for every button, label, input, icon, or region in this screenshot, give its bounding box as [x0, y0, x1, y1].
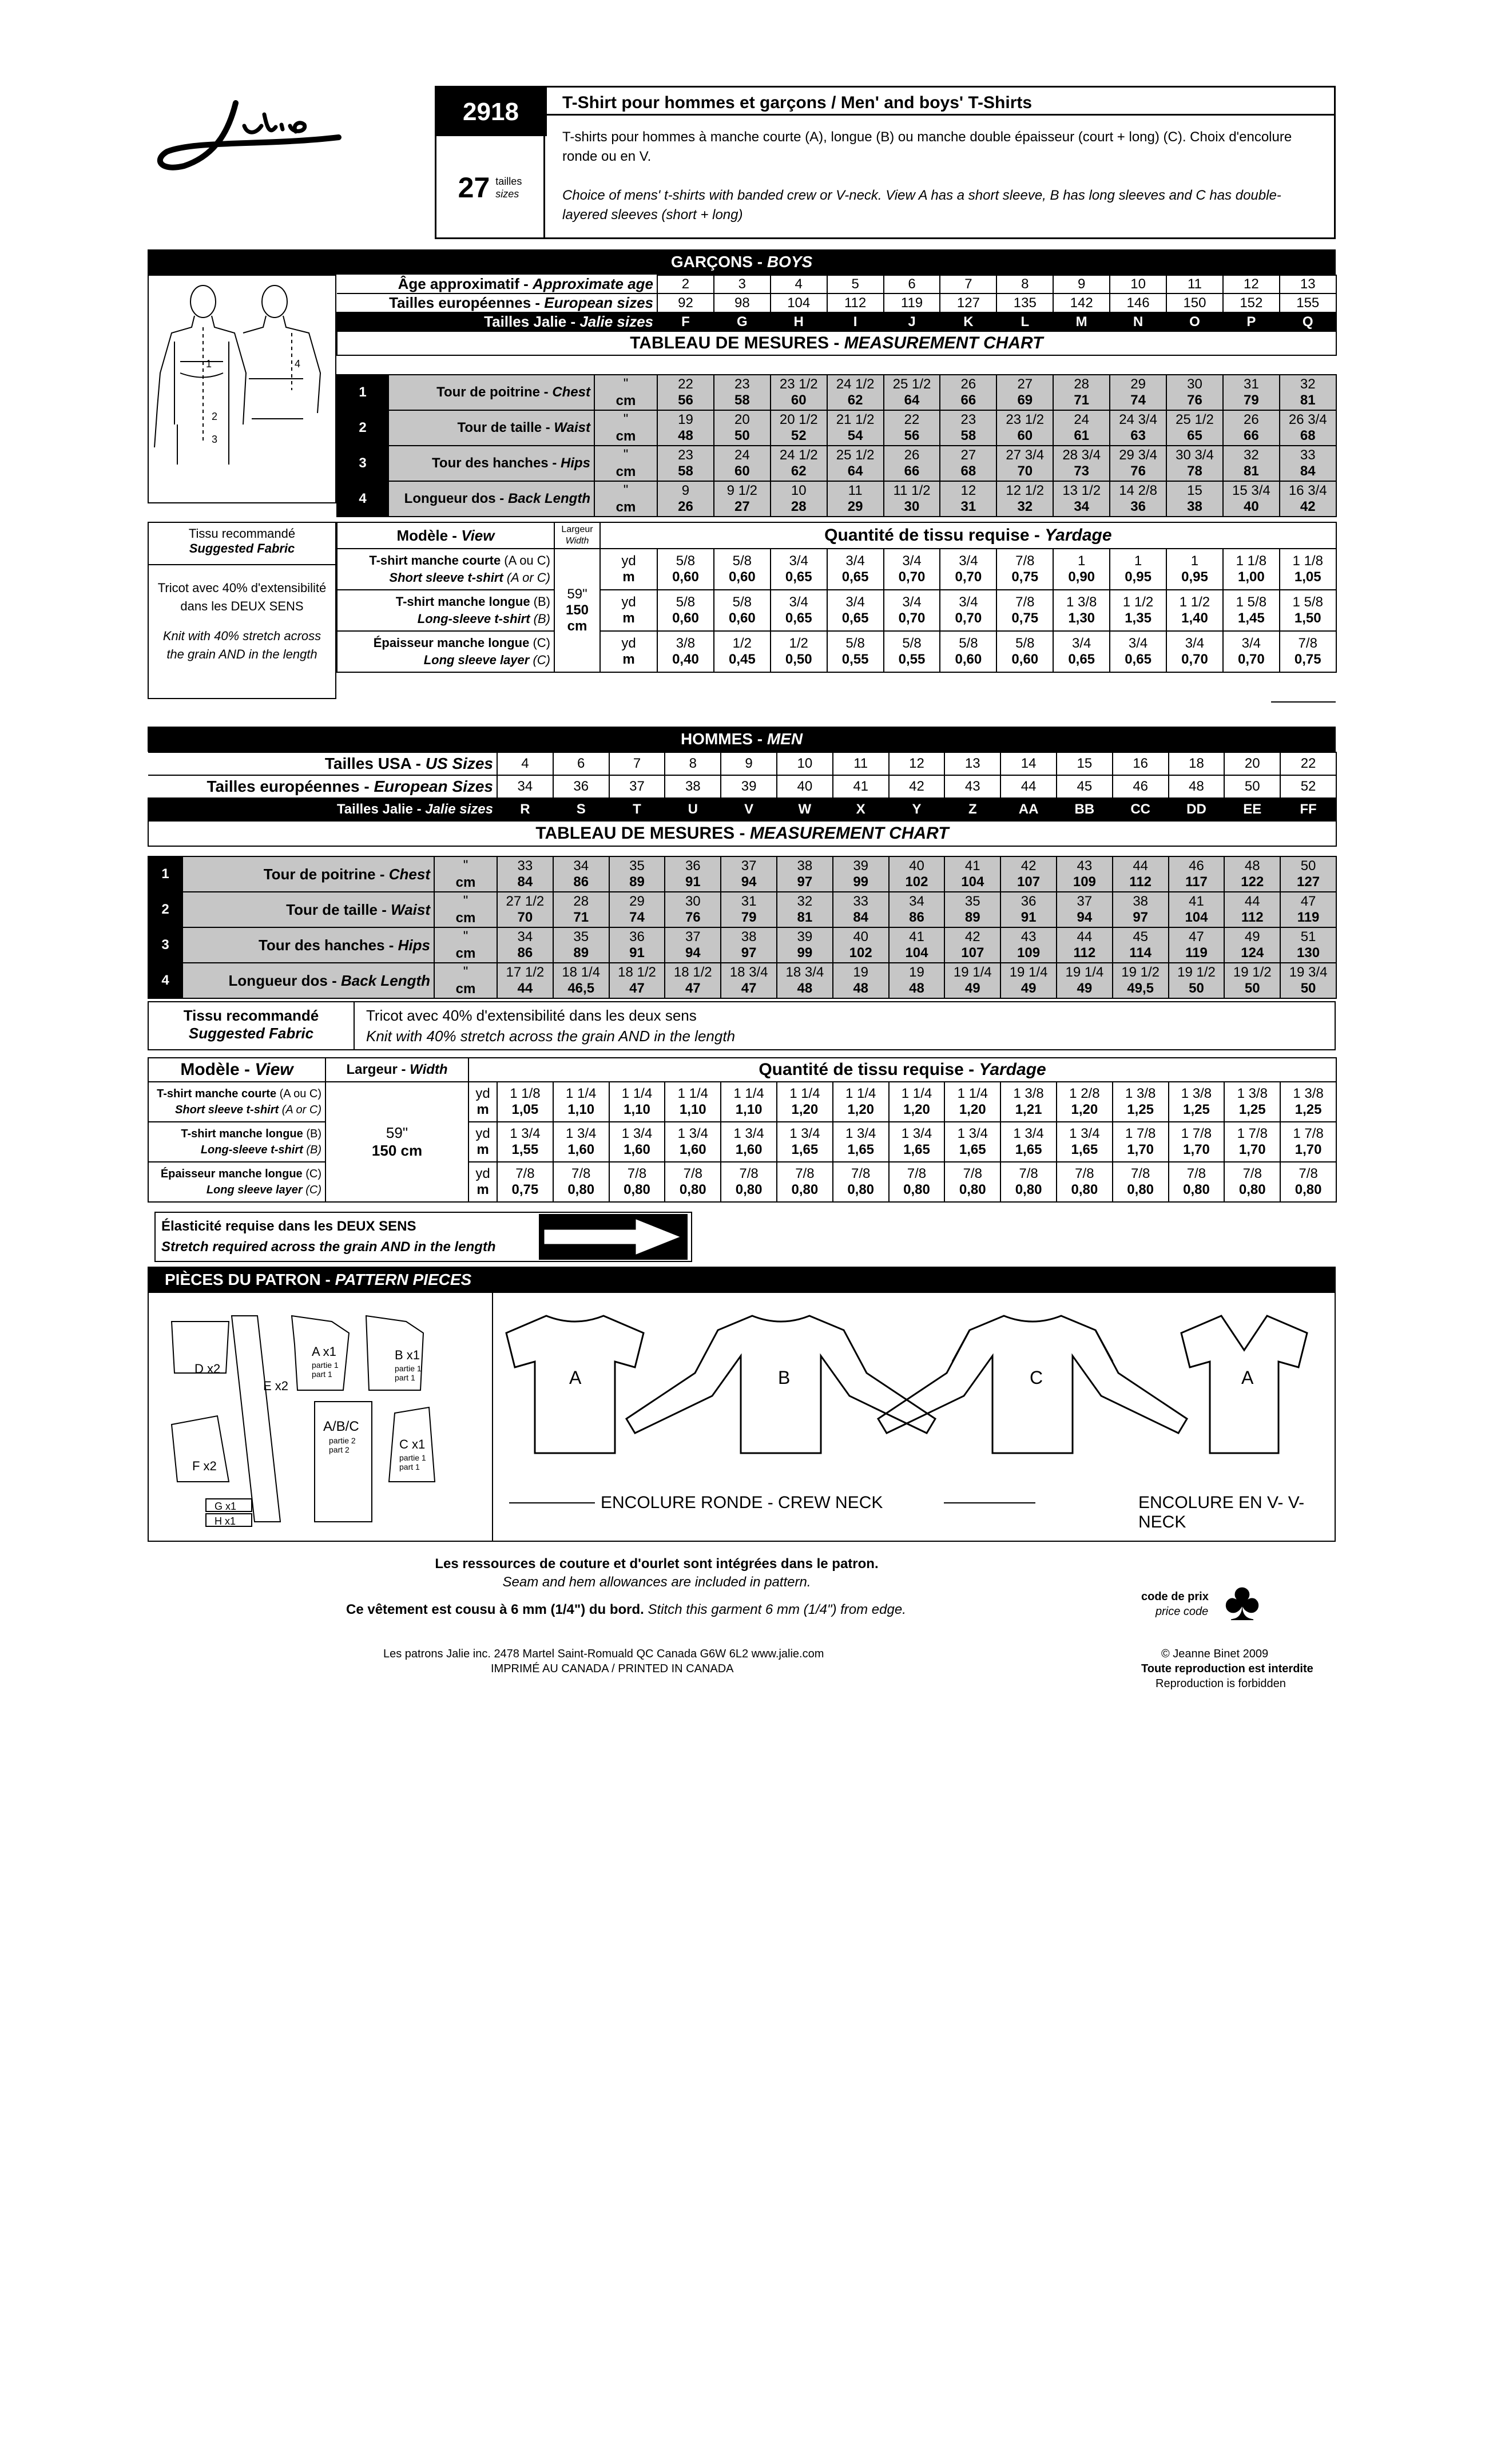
unit-label: " cm [434, 963, 497, 998]
piece-c-part: partie 1 part 1 [399, 1453, 426, 1471]
men-eu-size: 52 [1280, 775, 1336, 798]
stretch-fr: Élasticité requise dans les DEUX SENS [161, 1219, 416, 1234]
width-header: Largeur - Width [325, 1058, 468, 1082]
fabric-title-en: Suggested Fabric [189, 541, 295, 556]
yardage-row: T-shirt manche longue (B) Long-sleeve t-shirt (B) yd m 1 3/4 1,55 1 3/4 1,60 1 3/4 1,60 1 3/4 1,60 1 3/4 1,60 1 3/4 1,65 1 3/4 1,65 1 3/4 1,65 1 3/4 1,65 1 3/4 1,65 1 3/4 1,65 1 7/8 1,70 1 7/8 1,70 1 7/8 1,70 1 7/8 1,70 [148, 1122, 1336, 1162]
fabric-width: 59" 150 cm [554, 549, 600, 672]
measure-label: Longueur dos - Back Length [388, 481, 594, 517]
measure-label: Tour des hanches - Hips [388, 446, 594, 481]
reproduction-fr: Toute reproduction est interdite [1141, 1662, 1313, 1675]
men-eu-label: Tailles européennes - European Sizes [148, 775, 497, 798]
men-us-size: 10 [777, 752, 833, 775]
men-jalie-size: DD [1169, 798, 1225, 821]
men-jalie-size: FF [1280, 798, 1336, 821]
sizes-count [436, 136, 545, 239]
boys-eu-label: Tailles européennes - European sizes [337, 293, 657, 312]
boys-eu-row [337, 293, 1336, 312]
men-measure-table [148, 856, 1337, 999]
men-us-size: 9 [721, 752, 777, 775]
pieces-bar-fr: PIÈCES DU PATRON - [165, 1271, 335, 1288]
men-fabric-box [148, 1001, 1336, 1050]
boys-age: 8 [996, 275, 1053, 293]
men-measure-row: 3 Tour des hanches - Hips " cm 34 86 35 89 36 91 37 94 38 97 39 99 40 102 41 104 42 107 43 109 44 112 45 114 47 119 49 124 51 130 [148, 927, 1336, 963]
svg-text:4: 4 [295, 358, 301, 370]
publisher-address: Les patrons Jalie inc. 2478 Martel Saint-Romuald QC Canada G6W 6L2 www.jalie.com [383, 1648, 824, 1660]
men-bar-en: MEN [767, 730, 803, 748]
view-label: T-shirt manche longue (B) Long-sleeve t-shirt (B) [337, 590, 554, 631]
header-desc-fr: T-shirts pour hommes à manche courte (A), longue (B) ou manche double épaisseur (court + long) (C). Choix d'encolure ronde ou en V. [562, 129, 1292, 164]
men-eu-size: 42 [889, 775, 945, 798]
men-jalie-size: CC [1113, 798, 1169, 821]
boys-chart-title: TABLEAU DE MESURES - MEASUREMENT CHART [337, 331, 1336, 355]
men-fabric-fr: Tricot avec 40% d'extensibilité dans les deux sens [366, 1007, 697, 1024]
men-us-size: 14 [1000, 752, 1057, 775]
view-header: Modèle - View [148, 1058, 325, 1082]
header-title: T-Shirt pour hommes et garçons / Men' and boys' T-Shirts [562, 93, 1033, 112]
view-label: Épaisseur manche longue (C) Long sleeve layer (C) [148, 1162, 325, 1202]
men-eu-row [148, 775, 1336, 798]
boys-bar-fr: GARÇONS - [670, 253, 767, 271]
boys-measure-row: 2 Tour de taille - Waist " cm 19 48 20 50 20 1/2 52 21 1/2 54 22 56 23 58 23 1/2 60 24 61 24 3/4 63 25 1/2 65 26 66 26 3/4 68 [337, 410, 1336, 446]
men-bar [148, 727, 1336, 752]
boys-age: 6 [884, 275, 940, 293]
stitch-note [346, 1602, 906, 1618]
view-a-label: A [569, 1367, 582, 1388]
yardage-row: Épaisseur manche longue (C) Long sleeve layer (C) yd m 7/8 0,75 7/8 0,80 7/8 0,80 7/8 0,80 7/8 0,80 7/8 0,80 7/8 0,80 7/8 0,80 7/8 0,80 7/8 0,80 7/8 0,80 7/8 0,80 7/8 0,80 7/8 0,80 7/8 0,80 [148, 1162, 1336, 1202]
men-jalie-size: Z [944, 798, 1000, 821]
row-number: 4 [148, 963, 182, 998]
club-price-icon: ♣ [1224, 1571, 1260, 1632]
men-fabric-en: Knit with 40% stretch across the grain AND in the length [366, 1027, 736, 1045]
fabric-title-fr: Tissu recommandé [183, 1007, 319, 1024]
fabric-title-en: Suggested Fabric [188, 1025, 314, 1042]
unit-label: " cm [434, 892, 497, 927]
men-us-size: 18 [1169, 752, 1225, 775]
boys-age: 9 [1053, 275, 1110, 293]
header-desc-en: Choice of mens' t-shirts with banded crew or V-neck. View A has a short sleeve, B has long sleeves and C has double-layered sleeves (short + long) [562, 188, 1281, 223]
piece-h: H x1 [215, 1515, 236, 1527]
men-us-size: 7 [609, 752, 665, 775]
pieces-box [148, 1293, 1336, 1542]
sizes-label [495, 175, 522, 200]
boys-eu-size: 127 [940, 293, 996, 312]
boys-eu-size: 142 [1053, 293, 1110, 312]
price-code-fr: code de prix [1141, 1590, 1209, 1603]
boys-fabric-fr: Tricot avec 40% d'extensibilité dans les DEUX SENS [157, 581, 327, 613]
view-label: T-shirt manche courte (A ou C) Short sleeve t-shirt (A or C) [148, 1082, 325, 1122]
boys-jalie-size: L [996, 312, 1053, 331]
boys-age-label: Âge approximatif - Approximate age [337, 275, 657, 293]
unit-label: " cm [594, 481, 657, 517]
men-jalie-size: Y [889, 798, 945, 821]
piece-f: F x2 [192, 1459, 217, 1473]
boys-measure-table [336, 374, 1337, 517]
men-eu-size: 37 [609, 775, 665, 798]
men-jalie-size: X [833, 798, 889, 821]
men-eu-size: 41 [833, 775, 889, 798]
boys-jalie-size: F [657, 312, 714, 331]
men-chart-title-row [148, 821, 1336, 846]
view-header: Modèle - View [337, 522, 554, 549]
men-us-size: 6 [553, 752, 609, 775]
boys-yardage-header [337, 522, 1336, 549]
sizes-fr: tailles [495, 176, 522, 187]
measure-label: Tour de taille - Waist [388, 410, 594, 446]
view-label: Épaisseur manche longue (C) Long sleeve layer (C) [337, 631, 554, 672]
boys-jalie-size: Q [1280, 312, 1336, 331]
boys-jalie-size: P [1223, 312, 1280, 331]
row-number: 1 [337, 375, 388, 410]
svg-text:3: 3 [212, 434, 218, 445]
men-chart-title: TABLEAU DE MESURES - MEASUREMENT CHART [148, 821, 1336, 846]
men-us-size: 15 [1057, 752, 1113, 775]
boys-eu-size: 92 [657, 293, 714, 312]
view-label: T-shirt manche courte (A ou C) Short sleeve t-shirt (A or C) [337, 549, 554, 590]
men-measure-row: 1 Tour de poitrine - Chest " cm 33 84 34 86 35 89 36 91 37 94 38 97 39 99 40 102 41 104 42 107 43 109 44 112 46 117 48 122 50 127 [148, 856, 1336, 892]
svg-text:1: 1 [206, 358, 212, 370]
boys-size-table [336, 275, 1337, 356]
men-us-size: 22 [1280, 752, 1336, 775]
men-eu-size: 43 [944, 775, 1000, 798]
boys-age: 7 [940, 275, 996, 293]
men-us-size: 16 [1113, 752, 1169, 775]
boys-age: 12 [1223, 275, 1280, 293]
fabric-title-fr: Tissu recommandé [188, 526, 296, 541]
unit: yd m [600, 549, 657, 590]
men-jalie-label: Tailles Jalie - Jalie sizes [148, 798, 497, 821]
men-eu-size: 48 [1169, 775, 1225, 798]
boys-age: 13 [1280, 275, 1336, 293]
men-us-size: 13 [944, 752, 1000, 775]
unit-label: " cm [434, 856, 497, 892]
row-number: 2 [337, 410, 388, 446]
crew-neck-label: ENCOLURE RONDE - CREW NECK [601, 1493, 883, 1512]
row-number: 3 [148, 927, 182, 963]
copyright: © Jeanne Binet 2009 [1161, 1648, 1269, 1660]
men-bar-fr: HOMMES - [680, 730, 767, 748]
piece-g: G x1 [215, 1501, 237, 1512]
boys-chart-title-row [337, 331, 1336, 355]
measure-label: Tour des hanches - Hips [182, 927, 434, 963]
men-eu-size: 38 [665, 775, 721, 798]
stretch-required [154, 1212, 692, 1262]
boys-age: 5 [827, 275, 884, 293]
piece-a: A x1 [312, 1344, 336, 1359]
men-us-size: 11 [833, 752, 889, 775]
men-jalie-size: U [665, 798, 721, 821]
boys-yardage-body [336, 548, 1337, 673]
header-box [435, 86, 1336, 239]
men-jalie-row [148, 798, 1336, 821]
measure-label: Tour de poitrine - Chest [182, 856, 434, 892]
men-jalie-size: T [609, 798, 665, 821]
men-jalie-size: EE [1224, 798, 1280, 821]
boys-bar [148, 249, 1336, 275]
piece-a-part: partie 1 part 1 [312, 1360, 339, 1379]
stretch-en: Stretch required across the grain AND in the length [161, 1239, 496, 1255]
view-a-vneck-label: A [1241, 1367, 1254, 1388]
reproduction-en: Reproduction is forbidden [1156, 1677, 1286, 1690]
men-measure-row: 2 Tour de taille - Waist " cm 27 1/2 70 28 71 29 74 30 76 31 79 32 81 33 84 34 86 35 89 36 91 37 94 38 97 41 104 44 112 47 119 [148, 892, 1336, 927]
men-eu-size: 45 [1057, 775, 1113, 798]
boys-yardage-table [336, 522, 1337, 549]
printed-in: IMPRIMÉ AU CANADA / PRINTED IN CANADA [491, 1662, 734, 1675]
boys-measure-row: 3 Tour des hanches - Hips " cm 23 58 24 60 24 1/2 62 25 1/2 64 26 66 27 68 27 3/4 70 28 3/4 73 29 3/4 76 30 3/4 78 32 81 33 84 [337, 446, 1336, 481]
pieces-bar [148, 1267, 1336, 1293]
men-jalie-size: BB [1057, 798, 1113, 821]
boys-jalie-size: K [940, 312, 996, 331]
men-jalie-size: S [553, 798, 609, 821]
fabric-width: 59" 150 cm [325, 1082, 468, 1202]
piece-b: B x1 [395, 1348, 420, 1362]
boys-jalie-size: M [1053, 312, 1110, 331]
crew-line-right [944, 1502, 1035, 1503]
boys-age: 3 [714, 275, 771, 293]
men-us-size: 8 [665, 752, 721, 775]
men-eu-size: 40 [777, 775, 833, 798]
measure-label: Tour de poitrine - Chest [388, 375, 594, 410]
piece-d: D x2 [194, 1362, 221, 1376]
men-measure-row: 4 Longueur dos - Back Length " cm 17 1/2 44 18 1/4 46,5 18 1/2 47 18 1/2 47 18 3/4 47 18 3/4 48 19 48 19 48 19 1/4 49 19 1/4 49 19 1/4 49 19 1/2 49,5 19 1/2 50 19 1/2 50 19 3/4 50 [148, 963, 1336, 998]
boys-fabric-en: Knit with 40% stretch across the grain AND in the length [162, 629, 321, 661]
boys-jalie-size: N [1110, 312, 1166, 331]
boys-eu-size: 104 [771, 293, 827, 312]
boys-jalie-label: Tailles Jalie - Jalie sizes [337, 312, 657, 331]
svg-text:2: 2 [212, 411, 218, 422]
boys-eu-size: 112 [827, 293, 884, 312]
boys-age: 2 [657, 275, 714, 293]
yardage-header: Quantité de tissu requise - Yardage [600, 522, 1336, 549]
boys-eu-size: 135 [996, 293, 1053, 312]
row-number: 2 [148, 892, 182, 927]
piece-abc-part: partie 2 part 2 [329, 1436, 356, 1454]
men-us-size: 12 [889, 752, 945, 775]
boys-jalie-size: I [827, 312, 884, 331]
boys-age: 4 [771, 275, 827, 293]
men-jalie-size: V [721, 798, 777, 821]
stitch-en: Stitch this garment 6 mm (1/4") from edge. [648, 1602, 906, 1617]
view-b-label: B [778, 1367, 791, 1388]
boys-jalie-row [337, 312, 1336, 331]
divider [1271, 701, 1336, 703]
price-code-en: price code [1156, 1605, 1209, 1618]
men-jalie-size: AA [1000, 798, 1057, 821]
men-size-table [148, 752, 1337, 847]
men-eu-size: 36 [553, 775, 609, 798]
yardage-row: Épaisseur manche longue (C) Long sleeve layer (C) yd m 3/8 0,40 1/2 0,45 1/2 0,50 5/8 0,55 5/8 0,55 5/8 0,60 5/8 0,60 3/4 0,65 3/4 0,65 3/4 0,70 3/4 0,70 7/8 0,75 [337, 631, 1336, 672]
men-eu-size: 44 [1000, 775, 1057, 798]
boys-jalie-size: G [714, 312, 771, 331]
garment-views-illustration [501, 1304, 1330, 1476]
seam-allowance-fr: Les ressources de couture et d'ourlet sont intégrées dans le patron. [435, 1556, 879, 1572]
crew-line-left [509, 1502, 595, 1503]
width-header: Largeur Width [554, 522, 600, 549]
logo-graphic [150, 92, 356, 177]
boys-eu-size: 146 [1110, 293, 1166, 312]
unit: yd m [600, 590, 657, 631]
sizes-en: sizes [495, 188, 519, 200]
boys-bar-en: BOYS [767, 253, 813, 271]
yardage-header: Quantité de tissu requise - Yardage [468, 1058, 1336, 1082]
boys-jalie-size: O [1166, 312, 1223, 331]
jalie-logo [150, 92, 356, 177]
measure-label: Longueur dos - Back Length [182, 963, 434, 998]
pattern-number-text: 2918 [463, 97, 519, 126]
piece-c: C x1 [399, 1437, 426, 1451]
row-number: 4 [337, 481, 388, 517]
pattern-number [436, 88, 545, 136]
boys-age: 10 [1110, 275, 1166, 293]
men-us-size: 4 [497, 752, 553, 775]
men-eu-size: 39 [721, 775, 777, 798]
view-label: T-shirt manche longue (B) Long-sleeve t-shirt (B) [148, 1122, 325, 1162]
yardage-row: T-shirt manche courte (A ou C) Short sleeve t-shirt (A or C) 59" 150 cm yd m 1 1/8 1,05 1 1/4 1,10 1 1/4 1,10 1 1/4 1,10 1 1/4 1,10 1 1/4 1,20 1 1/4 1,20 1 1/4 1,20 1 1/4 1,20 1 3/8 1,21 1 2/8 1,20 1 3/8 1,25 1 3/8 1,25 1 3/8 1,25 1 3/8 1,25 [148, 1082, 1336, 1122]
men-jalie-size: W [777, 798, 833, 821]
piece-e: E x2 [263, 1379, 289, 1393]
unit-label: " cm [434, 927, 497, 963]
pattern-pieces-diagram [160, 1310, 481, 1527]
unit: yd m [468, 1162, 497, 1202]
sizes-number: 27 [458, 172, 490, 204]
boys-eu-size: 98 [714, 293, 771, 312]
boys-eu-size: 150 [1166, 293, 1223, 312]
men-eu-size: 34 [497, 775, 553, 798]
yardage-row: T-shirt manche courte (A ou C) Short sleeve t-shirt (A or C) 59" 150 cm yd m 5/8 0,60 5/8 0,60 3/4 0,65 3/4 0,65 3/4 0,70 3/4 0,70 7/8 0,75 1 0,90 1 0,95 1 0,95 1 1/8 1,00 1 1/8 1,05 [337, 549, 1336, 590]
arrow-right-icon [539, 1214, 688, 1260]
piece-b-part: partie 1 part 1 [395, 1364, 422, 1382]
boys-jalie-size: H [771, 312, 827, 331]
row-number: 3 [337, 446, 388, 481]
boys-age: 11 [1166, 275, 1223, 293]
men-eu-size: 50 [1224, 775, 1280, 798]
unit: yd m [468, 1082, 497, 1122]
view-c-label: C [1030, 1367, 1043, 1388]
men-us-label: Tailles USA - US Sizes [148, 752, 497, 775]
measurement-figure [148, 275, 336, 503]
boys-eu-size: 155 [1280, 293, 1336, 312]
boys-measure-row: 4 Longueur dos - Back Length " cm 9 26 9 1/2 27 10 28 11 29 11 1/2 30 12 31 12 1/2 32 13 1/2 34 14 2/8 36 15 38 15 3/4 40 16 3/4 42 [337, 481, 1336, 517]
unit: yd m [600, 631, 657, 672]
pieces-bar-en: PATTERN PIECES [335, 1271, 472, 1288]
boys-eu-size: 152 [1223, 293, 1280, 312]
yardage-row: T-shirt manche longue (B) Long-sleeve t-shirt (B) yd m 5/8 0,60 5/8 0,60 3/4 0,65 3/4 0,65 3/4 0,70 3/4 0,70 7/8 0,75 1 3/8 1,30 1 1/2 1,35 1 1/2 1,40 1 5/8 1,45 1 5/8 1,50 [337, 590, 1336, 631]
men-yardage-header [148, 1058, 1336, 1082]
unit: yd m [468, 1122, 497, 1162]
boys-age-row [337, 275, 1336, 293]
boys-fabric-box [148, 522, 336, 699]
men-us-row [148, 752, 1336, 775]
boys-eu-size: 119 [884, 293, 940, 312]
boys-fabric-title [149, 523, 335, 565]
boys-jalie-size: J [884, 312, 940, 331]
boys-measure-row: 1 Tour de poitrine - Chest " cm 22 56 23 58 23 1/2 60 24 1/2 62 25 1/2 64 26 66 27 69 28 71 29 74 30 76 31 79 32 81 [337, 375, 1336, 410]
v-neck-label: ENCOLURE EN V- V-NECK [1138, 1493, 1305, 1531]
men-fabric-title [149, 1002, 355, 1049]
men-jalie-size: R [497, 798, 553, 821]
row-number: 1 [148, 856, 182, 892]
unit-label: " cm [594, 375, 657, 410]
unit-label: " cm [594, 446, 657, 481]
men-us-size: 20 [1224, 752, 1280, 775]
body-figure-illustration [149, 276, 335, 502]
seam-allowance-en: Seam and hem allowances are included in pattern. [502, 1574, 811, 1590]
measure-label: Tour de taille - Waist [182, 892, 434, 927]
stitch-fr: Ce vêtement est cousu à 6 mm (1/4") du bord. [346, 1602, 644, 1617]
unit-label: " cm [594, 410, 657, 446]
men-yardage-table [148, 1057, 1337, 1203]
piece-abc: A/B/C [323, 1419, 359, 1434]
men-eu-size: 46 [1113, 775, 1169, 798]
